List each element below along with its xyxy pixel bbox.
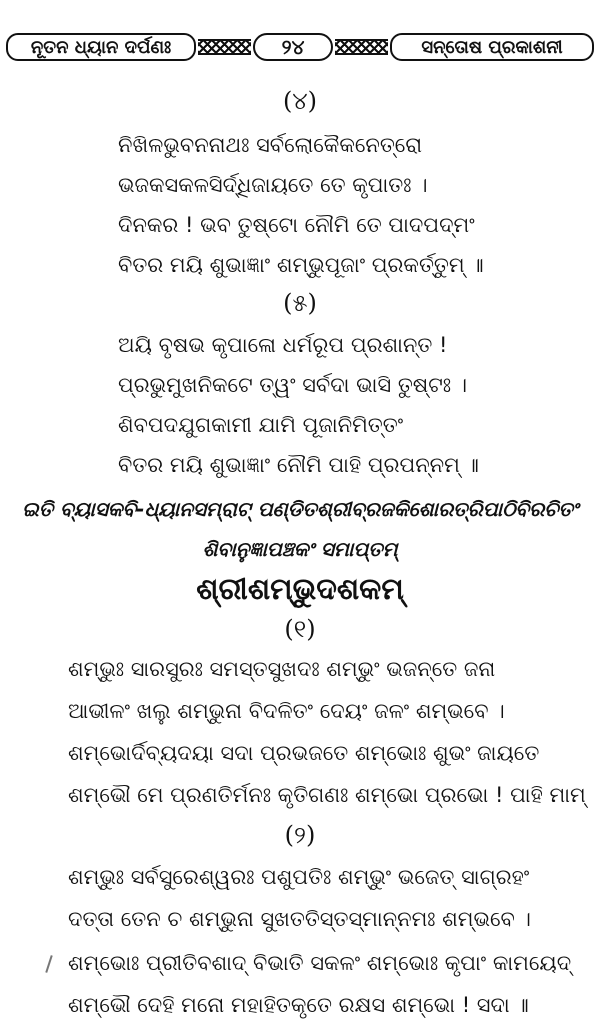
header-ornament-band-right xyxy=(335,39,388,55)
page-number-box xyxy=(253,33,333,61)
book-title-box xyxy=(6,33,196,61)
verse-line: ଶମ୍ଭୁଃ ସର୍ବସୁରେଶ୍ୱରଃ ପଶୁପତିଃ ଶମ୍ଭୁଂ ଭଜେତ୍ ସାଗ୍ରହଂ xyxy=(68,865,530,889)
verse-number: (୧) xyxy=(284,615,316,643)
verse-line: ଆଭୀଳଂ ଖଲୁ ଶମ୍ଭୁନା ବିଦଳିତଂ ଦେୟଂ ଜଳଂ ଶମ୍ଭବେ । xyxy=(68,699,505,723)
verse-line: ନିଖିଳଭୁବନନାଥଃ ସର୍ବଲୋକୈକନେତ୍ରୋ xyxy=(118,133,423,157)
stotra-heading: ଶ୍ରୀଶମ୍ଭୁଦଶକମ୍ xyxy=(196,572,404,607)
verse-line: ଶିବପଦଯୁଗକାମୀ ଯାମି ପୂଜାନିମିତ୍ତଂ xyxy=(118,413,404,437)
verse-line: ଶମ୍ଭୋର୍ଦିବ୍ୟଦୟା ସଦା ପ୍ରଭଜତେ ଶମ୍ଭୋଃ ଶୁଭଂ ଜାୟତେ xyxy=(68,741,540,765)
colophon-line: ଇତି ବ୍ୟାସକବି-ଧ୍ୟାନସମ୍ରାଟ୍ ପଣ୍ଡିତଶ୍ରୀବ୍ରଜକିଶୋରତ୍ରିପାଠିବିରଚିତଂ xyxy=(22,497,578,521)
verse-line: ଶମ୍ଭୌ ଦେହି ମନୋ ମହାହିତକୃତେ ରକ୍ଷସ ଶମ୍ଭୋ ! ସଦା ॥ xyxy=(68,993,529,1017)
book-title: ନୂତନ ଧ୍ୟାନ ଦର୍ପଣଃ xyxy=(30,36,172,58)
verse-line: ଦତ୍ତା ତେନ ଚ ଶମ୍ଭୁନା ସୁଖତତିସ୍ତସ୍ମାନ୍ନମଃ ଶମ୍ଭବେ । xyxy=(68,907,531,931)
verse-line: ଦିନକର ! ଭବ ତୁଷ୍ଟୋ ନୌମି ତେ ପାଦପଦ୍ମଂ xyxy=(118,213,475,237)
verse-line: ପ୍ରଭୁମୁଖନିକଟେ ତ୍ୱଂ ସର୍ବଦା ଭାସି ତୁଷ୍ଟଃ । xyxy=(118,373,468,397)
page-header xyxy=(6,30,594,64)
verse-number: (୨) xyxy=(284,821,316,849)
verse-line: ଶମ୍ଭୁଃ ସାରସୁରଃ ସମସ୍ତସୁଖଦଃ ଶମ୍ଭୁଂ ଭଜନ୍ତେ ଜନା xyxy=(68,657,496,681)
header-ornament-band-left xyxy=(198,39,251,55)
verse-line: ଭଜକସକଳସିର୍ଦ୍ଧିଜାୟତେ ତେ କୃପାତଃ । xyxy=(118,173,428,197)
stray-pen-mark xyxy=(45,955,52,973)
verse-line: ଶମ୍ଭୋଃ ପ୍ରୀତିବଶାଦ୍ ବିଭାତି ସକଳଂ ଶମ୍ଭୋଃ କୃପାଂ କାମୟେଦ୍ xyxy=(68,951,572,975)
publisher-box xyxy=(390,33,594,61)
verse-number: (୪) xyxy=(282,87,318,115)
page-number: ୨୪ xyxy=(281,35,305,59)
verse-line: ବିତର ମୟି ଶୁଭାଜ୍ଞାଂ ଶମ୍ଭୁପୂଜାଂ ପ୍ରକର୍ତ୍ତୁମ୍ ॥ xyxy=(118,253,484,277)
verse-number: (୫) xyxy=(283,289,317,317)
colophon-line: ଶିବାନୁଜ୍ଞାପଞ୍ଚକଂ ସମାପ୍ତମ୍ xyxy=(202,537,398,561)
verse-line: ଅୟି ବୃଷଭ କୃପାଳୋ ଧର୍ମରୂପ ପ୍ରଶାନ୍ତ ! xyxy=(118,333,448,357)
publisher-name: ସନ୍ତୋଷ ପ୍ରକାଶନୀ xyxy=(421,36,563,58)
verse-line: ଶମ୍ଭୌ ମେ ପ୍ରଣତିର୍ମନଃ କୃତିଗଣଃ ଶମ୍ଭୋ ପ୍ରଭୋ ! ପାହି ମାମ୍ xyxy=(68,783,586,807)
verse-line: ବିତର ମୟି ଶୁଭାଜ୍ଞାଂ ନୌମି ପାହି ପ୍ରପନ୍ନମ୍ ॥ xyxy=(118,453,479,477)
